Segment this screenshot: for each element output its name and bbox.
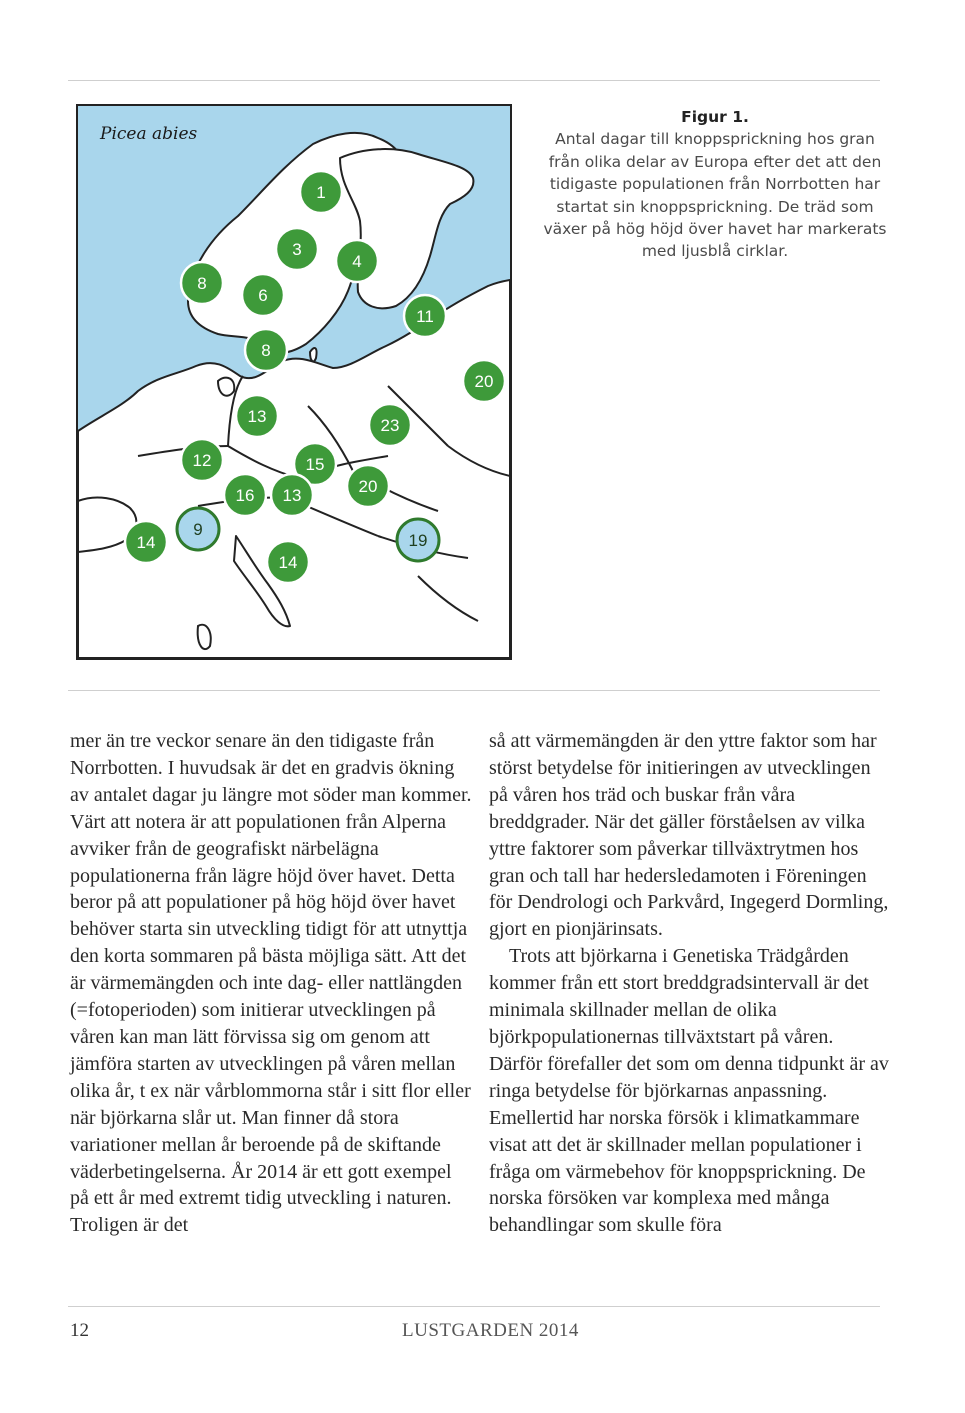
- map-svg: [78, 106, 510, 658]
- map-marker-label: 19: [408, 531, 428, 550]
- map-marker-label: 13: [247, 407, 267, 426]
- land-denmark: [218, 378, 234, 396]
- map-marker-label: 4: [352, 252, 362, 271]
- map-marker-label: 1: [316, 183, 326, 202]
- map-marker-label: 14: [278, 553, 298, 572]
- map-marker-label: 3: [292, 240, 302, 259]
- land-finland: [340, 149, 473, 308]
- caption-text: Antal dagar till knoppsprickning hos gran från olika delar av Europa efter det att den tidigaste populationen från Norrbotten har startat sin knoppsprickning. De träd som växer på hög höjd över havet har markerats med ljusblå cirklar.: [543, 130, 887, 261]
- map-marker-label: 12: [192, 451, 212, 470]
- map-marker-label: 15: [305, 455, 325, 474]
- page-number: 12: [70, 1320, 89, 1341]
- map-marker-label: 6: [258, 286, 268, 305]
- body-paragraph: mer än tre veckor senare än den tidigaste från Norrbotten. I huvudsak är det en gradvis ökning av antalet dagar ju längre mot söder man kommer. Värt att notera är att populationen från Alperna avviker från de geografiskt närbelägna populationerna från lägre höjd över havet. Detta beror på att populationer på hög höjd över havet behöver starta sin utveckling tidigt för att utnyttja den korta sommaren på bästa möjliga sätt. Att det är värmemängden och inte dag- eller nattlängden (=fotoperioden) som initierar utvecklingen på våren kan man lätt förvissa sig om genom att jämföra starten av utvecklingen på våren mellan olika år, t ex när vårblommorna står i sitt flor eller när björkarna slår ut. Man finner då stora variationer mellan år beroende på de skiftande väderbetingelserna. År 2014 är ett gott exempel på ett år med extremt tidig utveckling i naturen. Troligen är det: [70, 730, 472, 1237]
- map-marker-label: 23: [380, 416, 400, 435]
- map-marker-label: 8: [197, 274, 207, 293]
- header-rule: [68, 80, 880, 81]
- land-sardinia: [198, 625, 211, 649]
- map-marker-label: 16: [235, 486, 255, 505]
- land-gotland: [310, 348, 317, 361]
- map-marker-label: 8: [261, 341, 271, 360]
- map-marker-label: 9: [193, 520, 203, 539]
- figure-species-label: Picea abies: [100, 124, 198, 144]
- text-column-right: [489, 728, 889, 1239]
- map-marker-label: 14: [136, 533, 156, 552]
- map-marker-label: 20: [358, 477, 378, 496]
- map-marker-label: 20: [474, 372, 494, 391]
- text-column-left: [70, 728, 472, 1239]
- caption-title: Figur 1.: [681, 108, 749, 126]
- map-marker-label: 11: [416, 307, 434, 326]
- map-marker-label: 13: [282, 486, 302, 505]
- figure-rule: [68, 690, 880, 691]
- body-paragraph: Trots att björkarna i Genetiska Trädgården kommer från ett stort breddgradsintervall är det minimala skillnader mellan de olika björkpopulationernas tillväxtstart på våren. Därför förefaller det som om denna tidpunkt är av ringa betydelse för björkarnas anpassning. Emellertid har norska försök i klimatkammare visat att det är skillnader mellan populationer i fråga om värmebehov för knoppsprickning. De norska försöken var komplexa med många behandlingar som skulle föra: [489, 945, 889, 1237]
- footer-rule: [68, 1306, 880, 1307]
- figure-caption: [540, 106, 890, 263]
- body-paragraph: så att värmemängden är den yttre faktor som har störst betydelse för initieringen av utvecklingen på våren hos träd och buskar från våra breddgrader. När det gäller förståelsen av vilka yttre faktorer som påverkar tillväxtrytmen hos gran och tall har hedersledamoten i Föreningen för Dendrologi och Parkvård, Ingegerd Dormling, gjort en pionjärinsats.: [489, 730, 889, 941]
- journal-name: LUSTGARDEN 2014: [402, 1320, 579, 1341]
- europe-map-figure: [76, 104, 512, 660]
